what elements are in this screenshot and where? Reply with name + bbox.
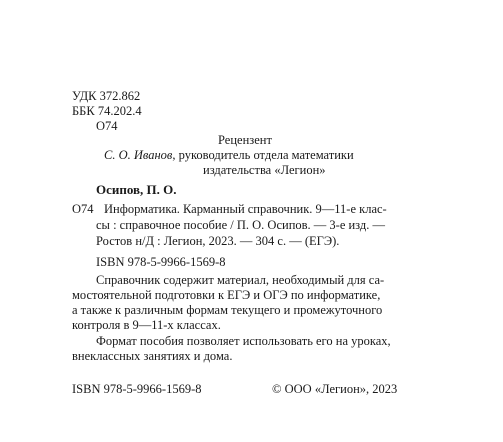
author-mark: О74 xyxy=(96,119,118,133)
reviewer-line xyxy=(104,147,354,163)
reviewer-name: С. О. Иванов xyxy=(104,148,173,162)
reviewer-heading: Рецензент xyxy=(218,133,272,147)
reviewer-org: издательства «Легион» xyxy=(203,163,326,177)
bib-mark: О74 xyxy=(72,202,94,216)
bib-isbn: ISBN 978-5-9966-1569-8 xyxy=(96,255,226,269)
bib-line-3: Ростов н/Д : Легион, 2023. — 304 с. — (ЕГЭ). xyxy=(96,234,340,248)
abstract-line-1: Справочник содержит материал, необходимый для са- xyxy=(96,273,385,287)
bbk-code: ББК 74.202.4 xyxy=(72,104,142,118)
bib-line-1: Информатика. Карманный справочник. 9—11-е клас- xyxy=(104,202,387,216)
footer-isbn: ISBN 978-5-9966-1569-8 xyxy=(72,382,202,396)
footer-copyright: © ООО «Легион», 2023 xyxy=(272,382,398,396)
abstract-line-3: а также к различным формам текущего и промежуточного xyxy=(72,303,383,317)
abstract-line-6: внеклассных занятиях и дома. xyxy=(72,349,233,363)
udc-code: УДК 372.862 xyxy=(72,89,141,103)
reviewer-role: , руководитель отдела математики xyxy=(172,148,354,162)
bib-line-2: сы : справочное пособие / П. О. Осипов. — 3-е изд. — xyxy=(96,218,386,232)
abstract-line-5: Формат пособия позволяет использовать его на уроках, xyxy=(96,334,391,348)
abstract-line-2: мостоятельной подготовки к ЕГЭ и ОГЭ по информатике, xyxy=(72,288,381,302)
author-heading: Осипов, П. О. xyxy=(96,182,177,197)
abstract-line-4: контроля в 9—11-х классах. xyxy=(72,318,221,332)
